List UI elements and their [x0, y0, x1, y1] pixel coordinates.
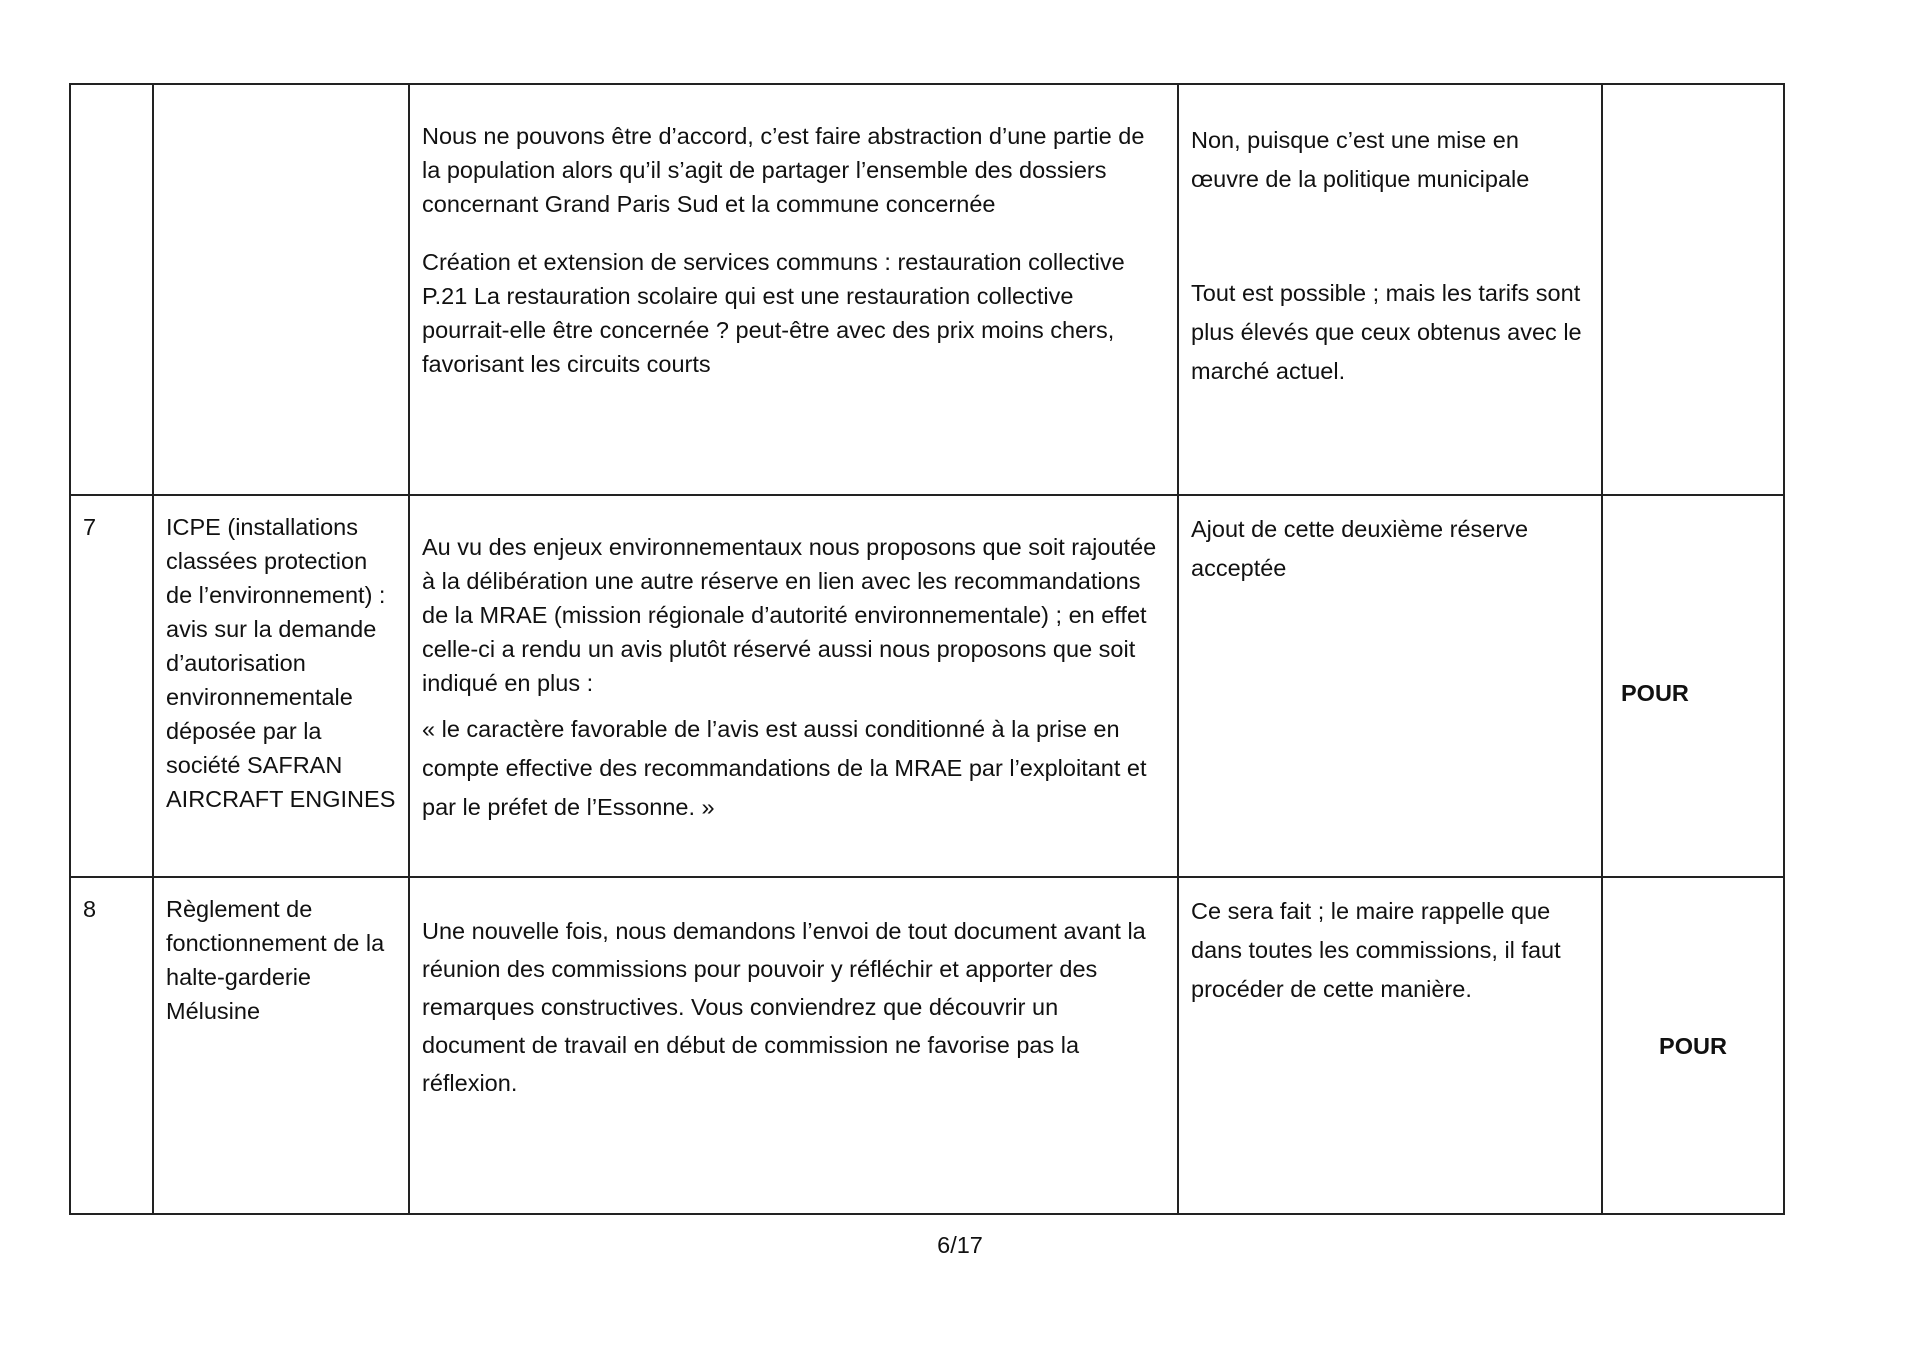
answer-paragraph: Tout est possible ; mais les tarifs sont plus élevés que ceux obtenus avec le marché actuel.	[1191, 280, 1582, 384]
item-number-cell: 8	[70, 877, 153, 1214]
vote-cell: POUR	[1602, 877, 1784, 1214]
deliberation-table	[69, 83, 1785, 1215]
remarks-cell	[409, 84, 1178, 495]
answer-cell	[1178, 84, 1602, 495]
subject-cell	[153, 84, 409, 495]
item-number-cell	[70, 84, 153, 495]
remarks-cell	[409, 495, 1178, 877]
remark-paragraph: Au vu des enjeux environnementaux nous proposons que soit rajoutée à la délibération une autre réserve en lien avec les recommandations de la MRAE (mission régionale d’autorité environnementale) ; en effet celle-ci a rendu un avis plutôt réservé aussi nous proposons que soit indiqué en plus :	[422, 534, 1157, 696]
answer-paragraph: Ce sera fait ; le maire rappelle que dans toutes les commissions, il faut procéder de cette manière.	[1191, 898, 1561, 1002]
table-row	[70, 84, 1784, 495]
remarks-cell	[409, 877, 1178, 1214]
vote-cell: POUR	[1602, 495, 1784, 877]
table-row	[70, 495, 1784, 877]
remark-paragraph: Une nouvelle fois, nous demandons l’envoi de tout document avant la réunion des commissions pour pouvoir y réfléchir et apporter des remarques constructives. Vous conviendrez que découvrir un document de travail en début de commission ne favorise pas la réflexion.	[422, 918, 1146, 1096]
answer-cell	[1178, 877, 1602, 1214]
answer-cell	[1178, 495, 1602, 877]
remark-paragraph: Création et extension de services communs : restauration collective P.21 La restauration scolaire qui est une restauration collective pourrait-elle être concernée ? peut-être avec des prix moins chers, favorisant les circuits courts	[422, 249, 1125, 377]
vote-cell	[1602, 84, 1784, 495]
subject-cell: ICPE (installations classées protection de l’environnement) : avis sur la demande d’autorisation environnementale déposée par la société SAFRAN AIRCRAFT ENGINES	[153, 495, 409, 877]
answer-paragraph: Non, puisque c’est une mise en œuvre de la politique municipale	[1191, 127, 1530, 192]
table-row	[70, 877, 1784, 1214]
subject-cell: Règlement de fonctionnement de la halte-garderie Mélusine	[153, 877, 409, 1214]
remark-quote: « le caractère favorable de l’avis est aussi conditionné à la prise en compte effective des recommandations de la MRAE par l’exploitant et par le préfet de l’Essonne. »	[422, 716, 1147, 820]
remark-paragraph: Nous ne pouvons être d’accord, c’est faire abstraction d’une partie de la population alors qu’il s’agit de partager l’ensemble des dossiers concernant Grand Paris Sud et la commune concernée	[422, 123, 1145, 217]
item-number-cell: 7	[70, 495, 153, 877]
answer-paragraph: Ajout de cette deuxième réserve acceptée	[1191, 516, 1529, 581]
spacer	[1191, 199, 1589, 274]
page-number: 6/17	[937, 1232, 983, 1258]
